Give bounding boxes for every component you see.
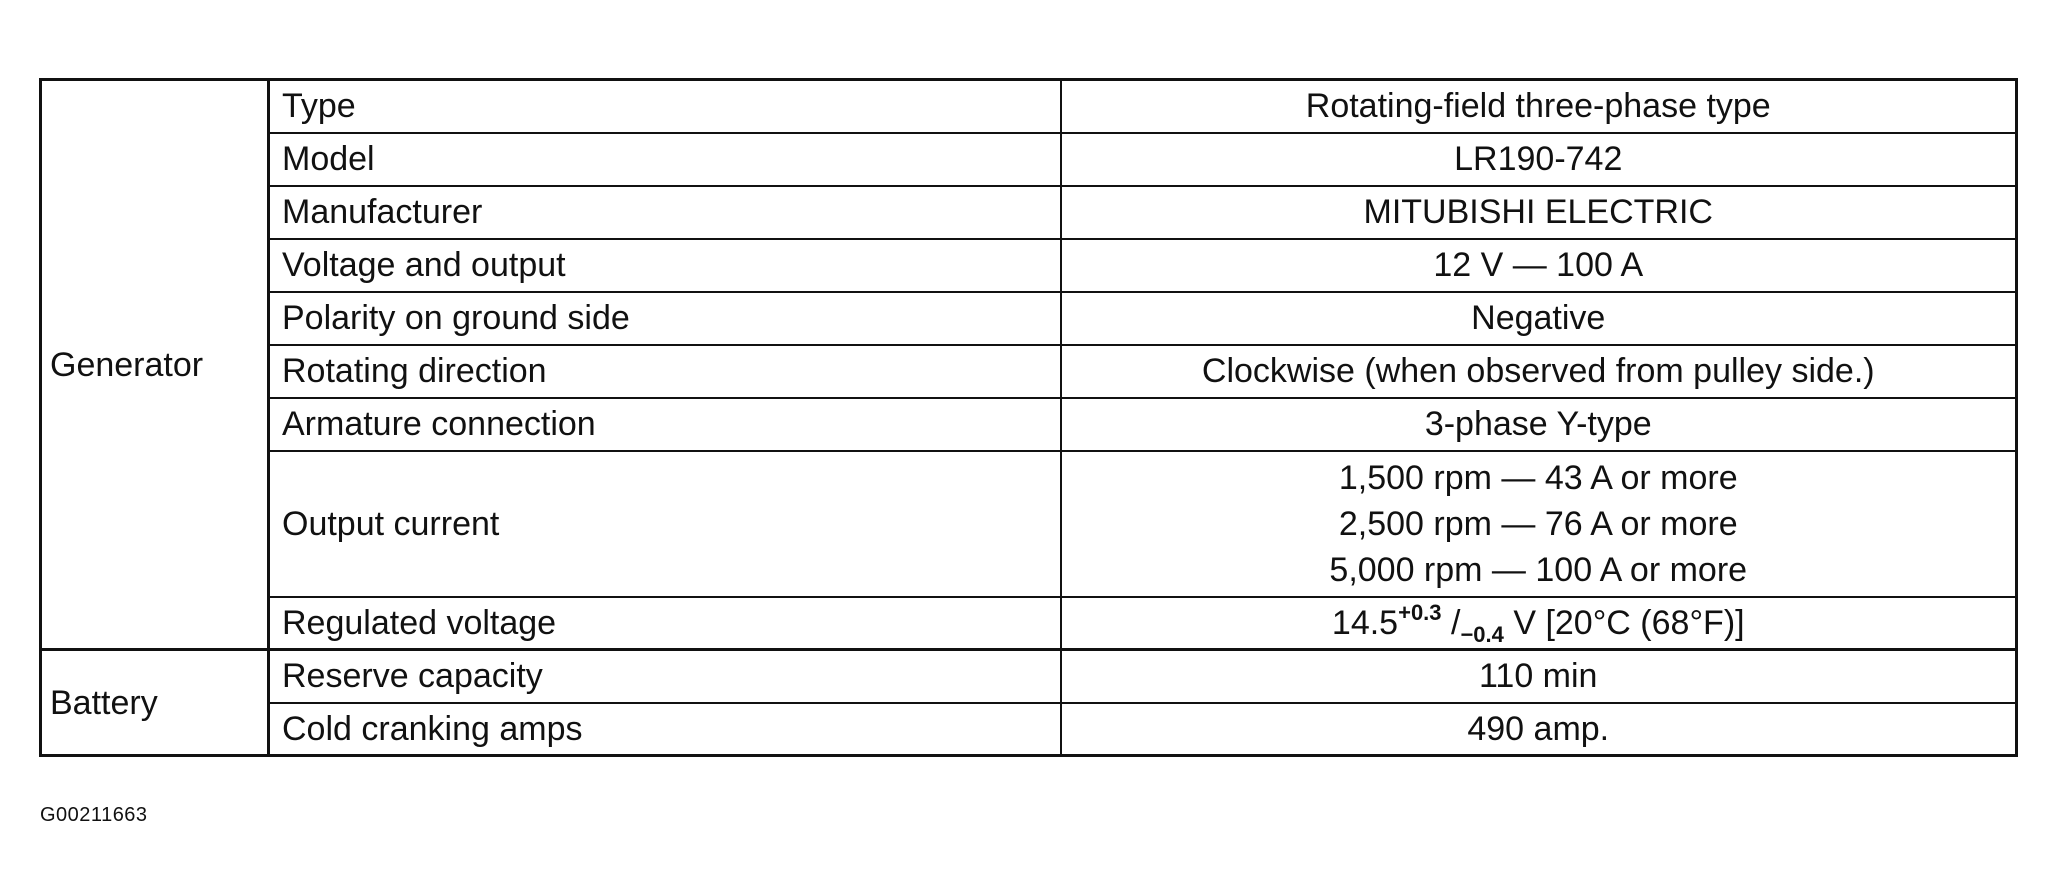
spec-value: 3-phase Y-type (1061, 398, 2017, 451)
table-row (41, 133, 2017, 186)
spec-label: Model (269, 133, 1061, 186)
table-row (41, 451, 2017, 597)
regulated-voltage-base: 14.5 (1331, 603, 1399, 642)
group-label-battery: Battery (41, 650, 269, 756)
spec-value: 12 V — 100 A (1061, 239, 2017, 292)
table-row (41, 345, 2017, 398)
spec-label: Output current (269, 451, 1061, 597)
regulated-voltage-upper-tolerance: +0.3 (1398, 599, 1442, 625)
spec-value: MITUBISHI ELECTRIC (1061, 186, 2017, 239)
spec-value: Clockwise (when observed from pulley side.) (1061, 345, 2017, 398)
table-row (41, 703, 2017, 756)
regulated-voltage-value (1061, 597, 2017, 650)
regulated-voltage-separator: / (1441, 603, 1461, 642)
output-current-values (1061, 451, 2017, 597)
spec-value: Rotating-field three-phase type (1061, 80, 2017, 133)
spec-value: 110 min (1061, 650, 2017, 703)
spec-label: Reserve capacity (269, 650, 1061, 703)
spec-label: Regulated voltage (269, 597, 1061, 650)
output-current-line: 2,500 rpm — 76 A or more (1338, 504, 1738, 543)
spec-value: 490 amp. (1061, 703, 2017, 756)
spec-table (39, 78, 2018, 757)
group-label-generator: Generator (41, 80, 269, 650)
table-row (41, 597, 2017, 650)
spec-label: Rotating direction (269, 345, 1061, 398)
table-row (41, 292, 2017, 345)
table-row (41, 186, 2017, 239)
table-row (41, 239, 2017, 292)
spec-label: Cold cranking amps (269, 703, 1061, 756)
spec-label: Armature connection (269, 398, 1061, 451)
spec-label: Manufacturer (269, 186, 1061, 239)
spec-label: Type (269, 80, 1061, 133)
regulated-voltage-suffix: V [20°C (68°F)] (1503, 603, 1745, 642)
spec-label: Voltage and output (269, 239, 1061, 292)
regulated-voltage-lower-tolerance: −0.4 (1460, 621, 1504, 647)
figure-id: G00211663 (40, 804, 148, 826)
table-row (41, 398, 2017, 451)
table-row (41, 80, 2017, 133)
output-current-line: 5,000 rpm — 100 A or more (1329, 550, 1748, 589)
output-current-line: 1,500 rpm — 43 A or more (1338, 458, 1738, 497)
spec-value: LR190-742 (1061, 133, 2017, 186)
spec-value: Negative (1061, 292, 2017, 345)
spec-label: Polarity on ground side (269, 292, 1061, 345)
table-row (41, 650, 2017, 703)
